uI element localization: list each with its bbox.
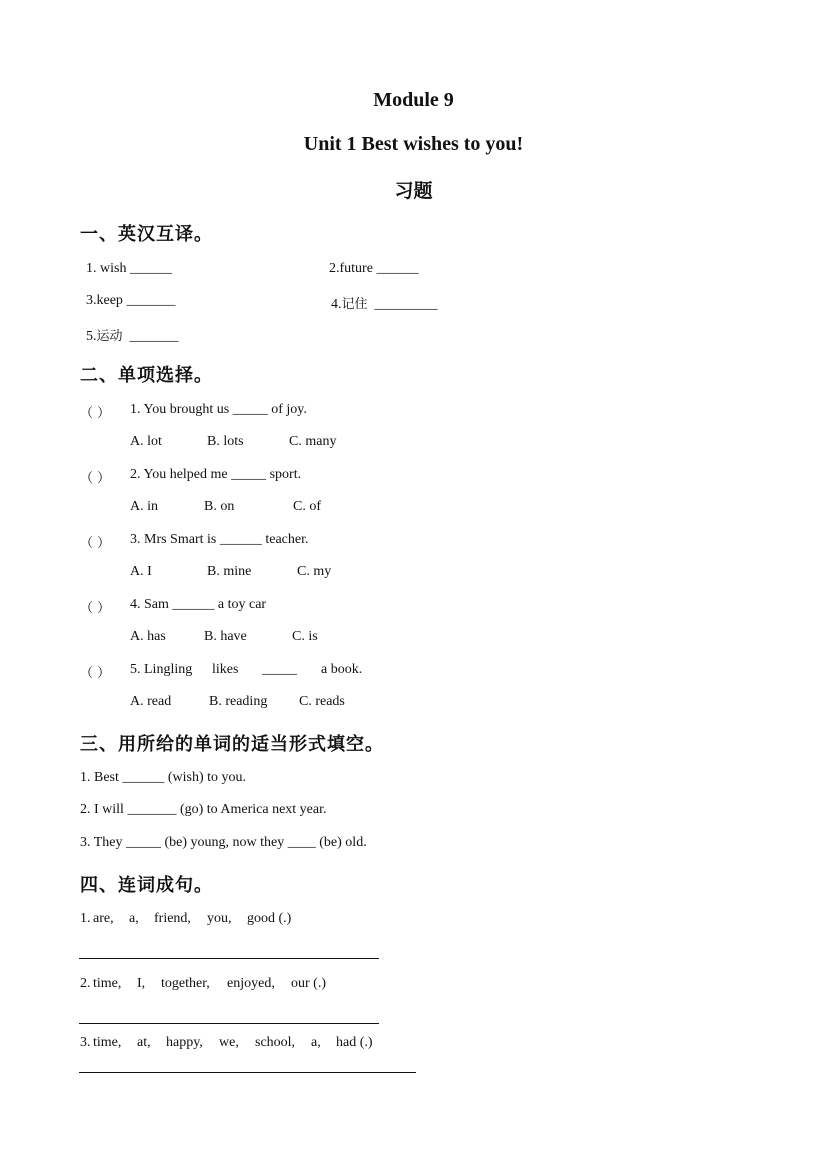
option-b: B. on <box>204 499 235 514</box>
vocab-word: future <box>339 261 373 276</box>
vocab-num: 3. <box>86 293 97 308</box>
answer-line[interactable] <box>79 958 379 959</box>
option-b: B. lots <box>207 434 244 449</box>
option-a: A. lot <box>130 434 162 449</box>
option-c: C. many <box>289 434 337 449</box>
question-1-text: 1. You brought us _____ of joy. <box>130 402 307 417</box>
option-c: C. reads <box>299 694 345 709</box>
sentence-word: happy, <box>166 1035 203 1050</box>
question-5-blank[interactable]: _____ <box>262 662 297 677</box>
vocab-word: keep <box>96 293 123 308</box>
option-c: C. my <box>297 564 332 579</box>
fill-item-3: 3. They _____ (be) young, now they ____ (be) old. <box>80 835 367 850</box>
question-5-part-4: a book. <box>321 662 363 677</box>
sentence-word: together, <box>161 976 210 991</box>
vocab-item-3 <box>86 293 175 309</box>
option-b: B. have <box>204 629 247 644</box>
sentence-word: had (.) <box>336 1035 373 1050</box>
vocab-item-5 <box>86 325 179 345</box>
sentence-word: at, <box>137 1035 151 1050</box>
answer-paren[interactable]: （ ） <box>80 601 111 616</box>
answer-paren[interactable]: （ ） <box>80 471 111 486</box>
section-2-heading: 二、单项选择。 <box>80 365 213 386</box>
sentence-word: time, <box>93 1035 122 1050</box>
sentence-3-num: 3. <box>80 1035 91 1050</box>
option-c: C. is <box>292 629 318 644</box>
sentence-word: are, <box>93 911 114 926</box>
vocab-word: 记住 <box>341 297 368 312</box>
option-a: A. I <box>130 564 152 579</box>
sentence-word: friend, <box>154 911 191 926</box>
option-a: A. has <box>130 629 166 644</box>
sentence-word: you, <box>207 911 232 926</box>
vocab-blank[interactable]: ______ <box>376 261 419 276</box>
fill-item-1: 1. Best ______ (wish) to you. <box>80 770 247 785</box>
vocab-blank[interactable]: _________ <box>374 297 438 312</box>
sentence-word: a, <box>311 1035 321 1050</box>
sentence-word: good (.) <box>247 911 292 926</box>
vocab-num: 2. <box>329 261 340 276</box>
sentence-word: a, <box>129 911 139 926</box>
vocab-item-2 <box>329 261 418 277</box>
vocab-item-1 <box>86 261 172 277</box>
sentence-1-num: 1. <box>80 911 91 926</box>
vocab-word: 运动 <box>96 329 123 344</box>
question-2-text: 2. You helped me _____ sport. <box>130 467 302 482</box>
question-5-part-2: likes <box>212 662 239 677</box>
question-3-text: 3. Mrs Smart is ______ teacher. <box>130 532 309 547</box>
vocab-blank[interactable]: _______ <box>126 293 176 308</box>
answer-paren[interactable]: （ ） <box>80 406 111 421</box>
module-title: Module 9 <box>373 89 454 111</box>
fill-item-2: 2. I will _______ (go) to America next year. <box>80 802 327 817</box>
vocab-num: 5. <box>86 329 97 344</box>
vocab-blank[interactable]: _______ <box>129 329 179 344</box>
page-subtitle: 习题 <box>394 180 433 202</box>
section-3-heading: 三、用所给的单词的适当形式填空。 <box>80 734 384 755</box>
vocab-item-4 <box>331 293 438 313</box>
section-1-heading: 一、英汉互译。 <box>80 224 213 245</box>
sentence-2-num: 2. <box>80 976 91 991</box>
sentence-word: I, <box>137 976 146 991</box>
section-4-heading: 四、连词成句。 <box>80 875 213 896</box>
option-a: A. in <box>130 499 158 514</box>
answer-line[interactable] <box>79 1023 379 1024</box>
answer-line[interactable] <box>79 1072 416 1073</box>
sentence-word: enjoyed, <box>227 976 275 991</box>
answer-paren[interactable]: （ ） <box>80 536 111 551</box>
question-4-text: 4. Sam ______ a toy car <box>130 597 267 612</box>
option-b: B. mine <box>207 564 252 579</box>
vocab-blank[interactable]: ______ <box>129 261 172 276</box>
question-5-part-1: 5. Lingling <box>130 662 193 677</box>
unit-title: Unit 1 Best wishes to you! <box>303 133 524 155</box>
option-b: B. reading <box>209 694 268 709</box>
answer-paren[interactable]: （ ） <box>80 666 111 681</box>
vocab-num: 1. <box>86 261 97 276</box>
vocab-word: wish <box>100 261 127 276</box>
sentence-word: time, <box>93 976 122 991</box>
sentence-word: our (.) <box>291 976 326 991</box>
option-a: A. read <box>130 694 172 709</box>
vocab-num: 4. <box>331 297 342 312</box>
sentence-word: school, <box>255 1035 296 1050</box>
sentence-word: we, <box>219 1035 239 1050</box>
option-c: C. of <box>293 499 321 514</box>
